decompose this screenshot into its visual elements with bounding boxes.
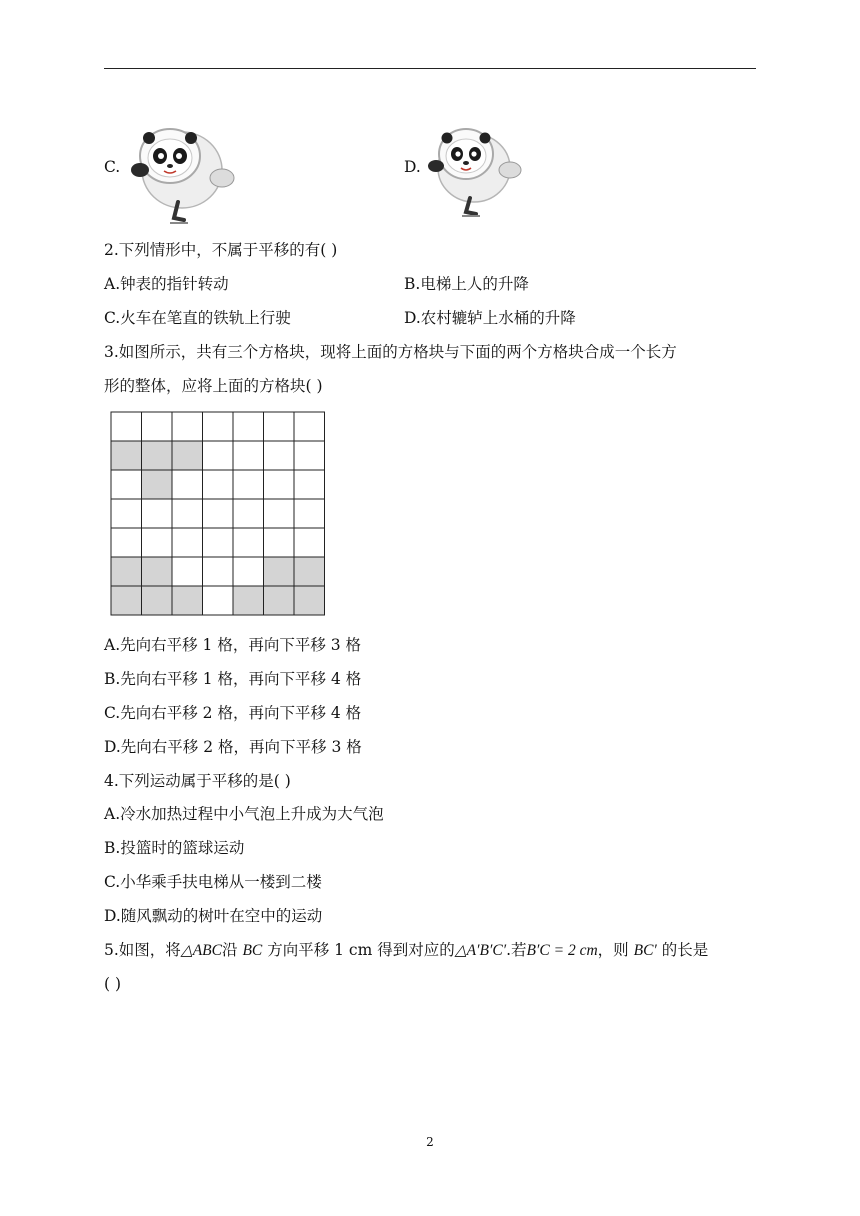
grid-cell [111, 499, 142, 528]
q5-stem-line2: ( ) [104, 975, 122, 993]
q5-text-4: .若 [506, 941, 527, 959]
grid-cell [294, 412, 325, 441]
q3-option-d: D.先向右平移 2 格，再向下平移 3 格 [104, 738, 362, 756]
grid-cell-shaded [142, 441, 173, 470]
q2-stem: 2.下列情形中，不属于平移的有( ) [104, 241, 338, 259]
grid-cell [264, 412, 295, 441]
q3-stem-line2: 形的整体，应将上面的方格块( ) [104, 377, 323, 395]
q4-stem: 4.下列运动属于平移的是( ) [104, 772, 291, 790]
grid-cell [233, 557, 264, 586]
grid-cell [203, 586, 234, 615]
grid-cell-shaded [142, 470, 173, 499]
grid-cell-shaded [142, 557, 173, 586]
grid-cell [111, 470, 142, 499]
grid-cell [111, 412, 142, 441]
grid-cell-shaded [172, 586, 203, 615]
grid-cell [294, 470, 325, 499]
q4-option-c: C.小华乘手扶电梯从一楼到二楼 [104, 873, 322, 891]
grid-cell [111, 528, 142, 557]
q2-option-a: A.钟表的指针转动 [104, 275, 229, 293]
grid-cell [172, 499, 203, 528]
grid-cell-shaded [111, 441, 142, 470]
mascot-image-c [122, 108, 240, 226]
grid-cell [264, 499, 295, 528]
q2-option-b: B.电梯上人的升降 [404, 275, 529, 293]
grid-cell-shaded [111, 557, 142, 586]
grid-cell-shaded [294, 586, 325, 615]
grid-cell [203, 441, 234, 470]
header-rule [104, 68, 756, 69]
grid-cell-shaded [111, 586, 142, 615]
grid-cell [233, 499, 264, 528]
grid-cell [294, 499, 325, 528]
q5-stem-line1 [104, 940, 708, 961]
q2-option-d: D.农村辘轳上水桶的升降 [404, 309, 576, 327]
q3-option-c: C.先向右平移 2 格，再向下平移 4 格 [104, 704, 362, 722]
grid-cell [264, 470, 295, 499]
q5-triangle-prime: △A′B′C′ [454, 942, 507, 959]
q3-stem-line1: 3.如图所示，共有三个方格块，现将上面的方格块与下面的两个方格块合成一个长方 [104, 343, 677, 361]
grid-cell [203, 412, 234, 441]
q5-triangle-abc: △ABC [180, 942, 222, 959]
grid-cell [203, 470, 234, 499]
q3-option-a: A.先向右平移 1 格，再向下平移 3 格 [104, 636, 362, 654]
grid-cell [172, 528, 203, 557]
grid-cell-shaded [172, 441, 203, 470]
grid-cell [172, 470, 203, 499]
q5-text-2: 沿 [222, 941, 238, 959]
grid-cell [233, 441, 264, 470]
grid-cell-shaded [233, 586, 264, 615]
grid-cell-shaded [264, 586, 295, 615]
q5-text-3: 方向平移 1 cm 得到对应的 [267, 941, 455, 959]
grid-cell [142, 412, 173, 441]
grid-cell [264, 528, 295, 557]
grid-cell-shaded [142, 586, 173, 615]
grid-cell [294, 528, 325, 557]
q5-text-6: 的长是 [661, 941, 709, 959]
q3-option-b: B.先向右平移 1 格，再向下平移 4 格 [104, 670, 362, 688]
q4-option-a: A.冷水加热过程中小气泡上升成为大气泡 [104, 805, 384, 823]
q5-text-1: 5.如图，将 [104, 941, 181, 959]
q3-grid-figure [110, 411, 328, 617]
grid-cell [294, 441, 325, 470]
q4-option-b: B.投篮时的篮球运动 [104, 839, 245, 857]
grid-cell [142, 528, 173, 557]
q5-segment-bc: BC [242, 942, 263, 959]
grid-cell [172, 557, 203, 586]
grid-cell [203, 499, 234, 528]
grid-cell [142, 499, 173, 528]
grid-cell [233, 528, 264, 557]
option-d-label: D. [404, 158, 421, 176]
grid-cell [233, 470, 264, 499]
grid-cell-shaded [264, 557, 295, 586]
option-c-label: C. [104, 158, 121, 176]
grid-cell [203, 557, 234, 586]
q2-option-c: C.火车在笔直的铁轨上行驶 [104, 309, 291, 327]
grid-cell [172, 412, 203, 441]
page-number: 2 [426, 1135, 434, 1149]
mascot-image-d [422, 112, 530, 220]
q5-text-5: ，则 [597, 941, 629, 959]
q4-option-d: D.随风飘动的树叶在空中的运动 [104, 907, 323, 925]
grid-cell-shaded [294, 557, 325, 586]
grid-cell [264, 441, 295, 470]
q5-segment-bc-prime: BC′ [633, 942, 657, 959]
grid-cell [233, 412, 264, 441]
grid-cell [203, 528, 234, 557]
q5-equation: B′C = 2 cm [526, 942, 598, 959]
